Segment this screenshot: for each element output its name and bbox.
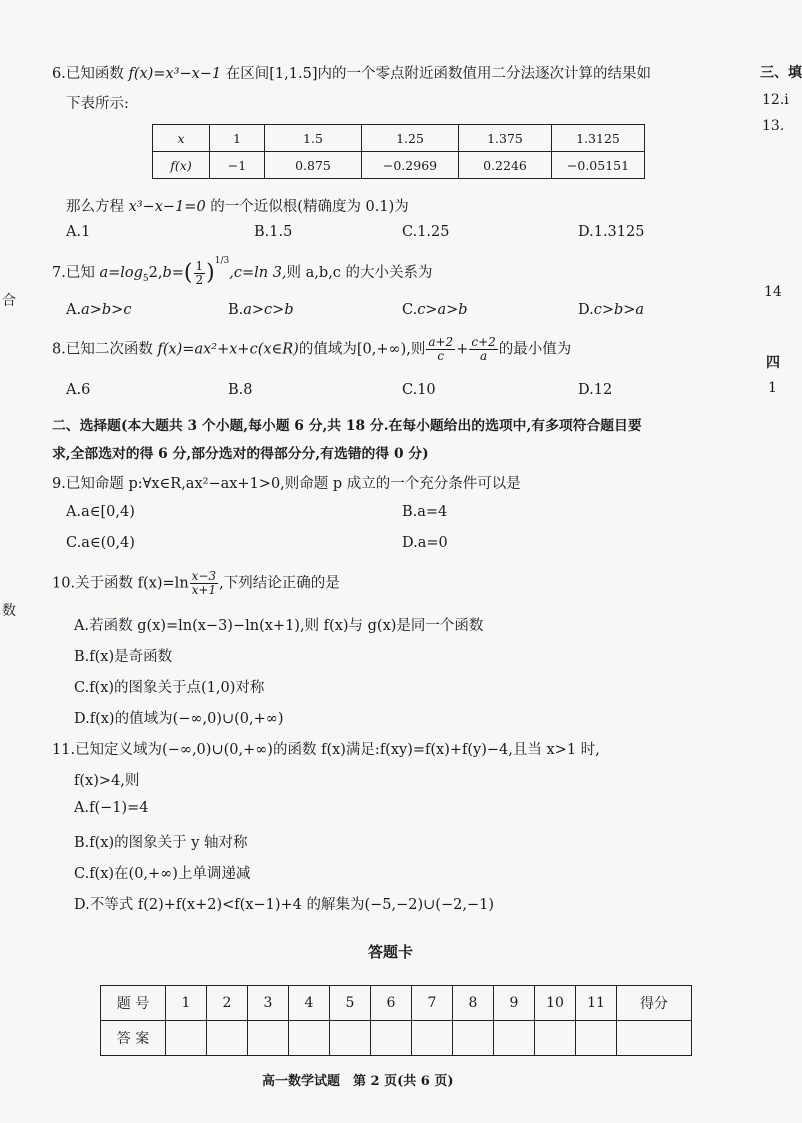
right-margin-text: 1 xyxy=(768,380,777,396)
table-row xyxy=(153,125,645,152)
q6-option-a: A.1 xyxy=(66,224,91,240)
right-margin-text: 14 xyxy=(764,284,782,300)
answer-cell[interactable] xyxy=(371,1021,412,1056)
q8-fraction-1: $\frac{a+2}{c}$ xyxy=(428,335,454,363)
question-number-cell: 11 xyxy=(576,986,617,1021)
answer-cell[interactable] xyxy=(412,1021,453,1056)
q9-option-b: B.a=4 xyxy=(402,504,448,520)
answer-cell[interactable] xyxy=(166,1021,207,1056)
table-cell: 1.25 xyxy=(362,125,459,152)
q10-option-c: C.f(x)的图象关于点(1,0)对称 xyxy=(74,680,265,696)
answer-cell[interactable] xyxy=(576,1021,617,1056)
q7-option-a: A.a>b>c xyxy=(66,302,132,318)
q11-stem-line1: 11.已知定义域为(−∞,0)∪(0,+∞)的函数 f(x)满足:f(xy)=f(x)+f(y)−4,且当 x>1 时, xyxy=(52,742,600,758)
question-number-cell: 2 xyxy=(207,986,248,1021)
table-cell: −0.2969 xyxy=(362,152,459,179)
q10-stem: 10.关于函数 f(x)=ln $\frac{x-3}{x+1}$ ,下列结论正确的是 xyxy=(52,569,340,597)
table-header-fx: f(x) xyxy=(153,152,210,179)
score-cell[interactable] xyxy=(617,1021,692,1056)
table-cell: 1.5 xyxy=(265,125,362,152)
answer-card-table xyxy=(100,985,692,1056)
table-cell: 1.375 xyxy=(459,125,552,152)
q6-question: 那么方程 x³−x−1=0 的一个近似根(精确度为 0.1)为 xyxy=(66,199,409,215)
right-margin-text: 四 xyxy=(766,355,780,371)
q7-option-b: B.a>c>b xyxy=(228,302,294,318)
right-margin-text: 13. xyxy=(762,118,785,134)
table-cell: 0.875 xyxy=(265,152,362,179)
q8-option-c: C.10 xyxy=(402,382,436,398)
answer-cell[interactable] xyxy=(330,1021,371,1056)
q9-option-d: D.a=0 xyxy=(402,535,448,551)
left-margin-text-bottom: 数 xyxy=(2,603,16,619)
table-row xyxy=(153,152,645,179)
score-label-cell: 得分 xyxy=(617,986,692,1021)
section2-instruction-line2: 求,全部选对的得 6 分,部分选对的得部分分,有选错的得 0 分) xyxy=(52,446,429,462)
section2-instruction-line1: 二、选择题(本大题共 3 个小题,每小题 6 分,共 18 分.在每小题给出的选项中,有多项符合题目要 xyxy=(52,418,642,434)
q8-stem: 8.已知二次函数 f(x)=ax²+x+c(x∈R)的值域为[0,+∞),则 $\frac{a+2}{c}$ + $\frac{c+2}{a}$ 的最小值为 xyxy=(52,335,572,363)
answer-card-row2-header: 答 案 xyxy=(101,1021,166,1056)
q11-option-c: C.f(x)在(0,+∞)上单调递减 xyxy=(74,866,251,882)
q10-option-b: B.f(x)是奇函数 xyxy=(74,649,173,665)
q11-stem-line2: f(x)>4,则 xyxy=(74,773,140,789)
q9-option-a: A.a∈[0,4) xyxy=(66,504,135,520)
question-number-cell: 3 xyxy=(248,986,289,1021)
answer-cell[interactable] xyxy=(535,1021,576,1056)
q8-option-a: A.6 xyxy=(66,382,91,398)
q8-option-d: D.12 xyxy=(578,382,613,398)
table-cell: −1 xyxy=(210,152,265,179)
question-number-cell: 8 xyxy=(453,986,494,1021)
q9-option-c: C.a∈(0,4) xyxy=(66,535,135,551)
bisection-table xyxy=(152,124,645,179)
q11-option-b: B.f(x)的图象关于 y 轴对称 xyxy=(74,835,248,851)
table-cell: 1.3125 xyxy=(552,125,645,152)
table-row xyxy=(101,1021,692,1056)
answer-card-title: 答题卡 xyxy=(368,943,414,961)
q9-stem: 9.已知命题 p:∀x∈R,ax²−ax+1>0,则命题 p 成立的一个充分条件可以是 xyxy=(52,476,521,492)
right-margin-text: 12.i xyxy=(762,92,789,108)
question-number-cell: 5 xyxy=(330,986,371,1021)
answer-card-row1-header: 题 号 xyxy=(101,986,166,1021)
answer-cell[interactable] xyxy=(248,1021,289,1056)
q7-option-d: D.c>b>a xyxy=(578,302,645,318)
q7-option-c: C.c>a>b xyxy=(402,302,468,318)
page-footer: 高一数学试题 第 2 页(共 6 页) xyxy=(262,1074,454,1089)
q7-stem: 7.已知 $a=\log_52,b=$( $\frac{1}{2}$ )$^{1/3}$,c=ln 3,则 a,b,c 的大小关系为 xyxy=(52,256,433,287)
q10-fraction: $\frac{x-3}{x+1}$ xyxy=(191,569,217,597)
answer-cell[interactable] xyxy=(289,1021,330,1056)
q10-option-d: D.f(x)的值域为(−∞,0)∪(0,+∞) xyxy=(74,711,284,727)
q8-fraction-2: $\frac{c+2}{a}$ xyxy=(471,335,496,363)
question-number-cell: 1 xyxy=(166,986,207,1021)
q6-option-c: C.1.25 xyxy=(402,224,450,240)
q11-option-a: A.f(−1)=4 xyxy=(74,800,149,816)
question-number-cell: 10 xyxy=(535,986,576,1021)
question-number-cell: 7 xyxy=(412,986,453,1021)
q10-option-a: A.若函数 g(x)=ln(x−3)−ln(x+1),则 f(x)与 g(x)是同一个函数 xyxy=(74,618,484,634)
answer-cell[interactable] xyxy=(207,1021,248,1056)
q6-option-b: B.1.5 xyxy=(254,224,293,240)
answer-cell[interactable] xyxy=(494,1021,535,1056)
table-cell: −0.05151 xyxy=(552,152,645,179)
table-cell: 1 xyxy=(210,125,265,152)
left-margin-text-top: 合 xyxy=(2,293,16,309)
question-number-cell: 4 xyxy=(289,986,330,1021)
question-number-cell: 6 xyxy=(371,986,412,1021)
table-row xyxy=(101,986,692,1021)
table-cell: 0.2246 xyxy=(459,152,552,179)
q8-option-b: B.8 xyxy=(228,382,253,398)
q6-stem-line1: 6.已知函数 f(x)=x³−x−1 在区间[1,1.5]内的一个零点附近函数值用二分法逐次计算的结果如 xyxy=(52,66,651,82)
answer-cell[interactable] xyxy=(453,1021,494,1056)
q7-b-fraction: $\frac{1}{2}$ xyxy=(195,258,204,287)
table-header-x: x xyxy=(153,125,210,152)
q6-option-d: D.1.3125 xyxy=(578,224,645,240)
q6-stem-line2: 下表所示: xyxy=(66,96,129,112)
right-margin-text: 三、填 xyxy=(760,65,802,81)
question-number-cell: 9 xyxy=(494,986,535,1021)
q11-option-d: D.不等式 f(2)+f(x+2)<f(x−1)+4 的解集为(−5,−2)∪(−2,−1) xyxy=(74,897,494,913)
